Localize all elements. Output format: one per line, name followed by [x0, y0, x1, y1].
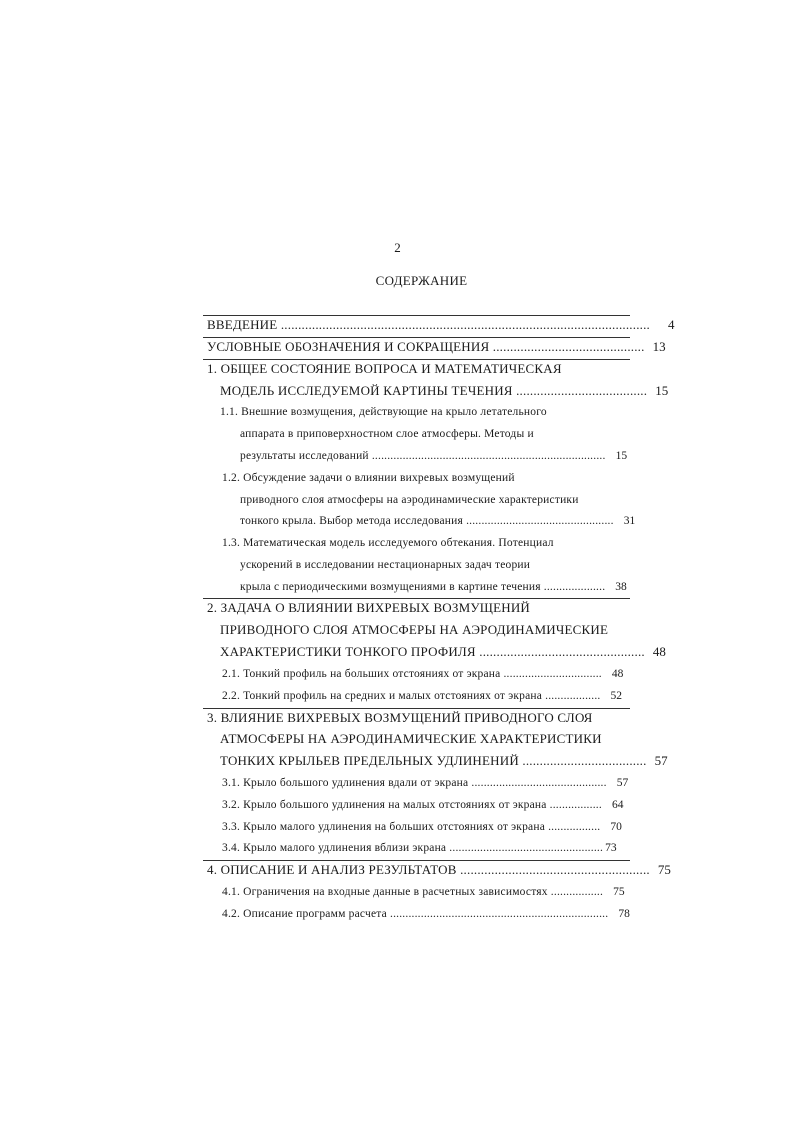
toc-entry: [207, 862, 671, 878]
toc-entry-page: 38: [615, 581, 627, 593]
toc-entry-page: 13: [652, 339, 666, 354]
toc-entry-text: 3.1. Крыло большого удлинения вдали от экрана ............................................: [222, 777, 607, 789]
toc-entry-text: 4.2. Описание программ расчета .......................................................................: [222, 908, 609, 920]
toc-entry: [240, 492, 579, 508]
page-number: 2: [394, 240, 401, 255]
toc-entry: [207, 600, 530, 616]
toc-entry: [220, 404, 547, 420]
toc-entry-text: аппарата в приповерхностном слое атмосферы. Методы и: [240, 428, 534, 440]
toc-entry-page: 48: [652, 644, 666, 659]
toc-entry: [222, 775, 628, 791]
section-divider: [203, 359, 630, 360]
toc-entry-text: 1. ОБЩЕЕ СОСТОЯНИЕ ВОПРОСА И МАТЕМАТИЧЕСКАЯ: [207, 361, 562, 376]
toc-entry-text: 3.4. Крыло малого удлинения вблизи экрана ..................................................: [222, 842, 604, 854]
toc-entry: [220, 753, 668, 769]
toc-entry-text: УСЛОВНЫЕ ОБОЗНАЧЕНИЯ И СОКРАЩЕНИЯ ............................................: [207, 339, 645, 354]
toc-entry-text: крыла с периодическими возмущениями в картине течения ....................: [240, 581, 606, 593]
toc-entry: [240, 557, 530, 573]
toc-entry: [222, 906, 630, 922]
section-divider: [203, 860, 630, 861]
toc-entry-text: 2.2. Тонкий профиль на средних и малых отстояниях от экрана ..................: [222, 690, 601, 702]
toc-entry-page: 78: [618, 908, 630, 920]
toc-entry-text: 4. ОПИСАНИЕ И АНАЛИЗ РЕЗУЛЬТАТОВ .......................................................: [207, 862, 650, 877]
toc-entry-page: 15: [655, 383, 669, 398]
toc-entry: [240, 579, 627, 595]
toc-entry-text: АТМОСФЕРЫ НА АЭРОДИНАМИЧЕСКИЕ ХАРАКТЕРИСТИКИ: [220, 731, 602, 746]
toc-entry-page: 70: [610, 821, 622, 833]
toc-entry: [222, 666, 623, 682]
toc-entry: [222, 797, 623, 813]
section-divider: [203, 708, 630, 709]
toc-entry-text: приводного слоя атмосферы на аэродинамические характеристики: [240, 494, 579, 506]
toc-entry-text: тонкого крыла. Выбор метода исследования ................................................: [240, 515, 614, 527]
toc-entry-page: 48: [611, 668, 624, 680]
toc-entry-page: 15: [615, 450, 628, 462]
toc-entry: [240, 448, 627, 464]
toc-entry-page: 75: [613, 886, 625, 898]
toc-entry-page: 4: [668, 317, 675, 332]
toc-entry-page: 57: [654, 753, 668, 768]
toc-entry-text: 3.2. Крыло большого удлинения на малых отстояниях от экрана .................: [222, 799, 602, 811]
toc-entry-text: результаты исследований ............................................................................: [240, 450, 606, 462]
toc-entry: [220, 622, 608, 638]
toc-entry-text: 1.2. Обсуждение задачи о влиянии вихревых возмущений: [222, 472, 515, 484]
toc-entry-text: ПРИВОДНОГО СЛОЯ АТМОСФЕРЫ НА АЭРОДИНАМИЧЕСКИЕ: [220, 622, 609, 637]
toc-entry: [222, 840, 617, 856]
toc-entry-page: 57: [616, 777, 629, 789]
toc-entry: [207, 710, 592, 726]
toc-entry-text: 2.1. Тонкий профиль на больших отстояниях от экрана ................................: [222, 668, 602, 680]
toc-entry-page: 52: [610, 690, 622, 702]
toc-entry: [207, 317, 675, 333]
toc-entry: [222, 535, 554, 551]
toc-entry: [240, 513, 635, 529]
toc-entry-text: ВВЕДЕНИЕ ...........................................................................................................: [207, 317, 651, 332]
toc-entry-text: ТОНКИХ КРЫЛЬЕВ ПРЕДЕЛЬНЫХ УДЛИНЕНИЙ ....................................: [220, 753, 647, 768]
toc-entry: [220, 644, 666, 660]
toc-entry: [220, 731, 602, 747]
toc-title: СОДЕРЖАНИЕ: [375, 273, 468, 288]
toc-entry: [222, 819, 622, 835]
toc-entry: [222, 688, 622, 704]
section-divider: [203, 598, 630, 599]
section-divider: [203, 315, 630, 316]
toc-entry: [222, 470, 515, 486]
toc-entry-text: 2. ЗАДАЧА О ВЛИЯНИИ ВИХРЕВЫХ ВОЗМУЩЕНИЙ: [207, 600, 530, 615]
toc-entry-text: 1.1. Внешние возмущения, действующие на крыло летательного: [220, 406, 547, 418]
toc-entry-page: 31: [623, 515, 636, 527]
section-divider: [203, 337, 630, 338]
toc-entry-text: 4.1. Ограничения на входные данные в расчетных зависимостях .................: [222, 886, 604, 898]
toc-entry-text: 1.3. Математическая модель исследуемого обтекания. Потенциал: [222, 537, 554, 549]
toc-entry-text: 3.3. Крыло малого удлинения на больших отстояниях от экрана .................: [222, 821, 601, 833]
toc-entry-text: МОДЕЛЬ ИССЛЕДУЕМОЙ КАРТИНЫ ТЕЧЕНИЯ ......................................: [220, 383, 648, 398]
toc-entry-page: 64: [611, 799, 624, 811]
toc-entry: [207, 361, 562, 377]
toc-entry-text: ХАРАКТЕРИСТИКИ ТОНКОГО ПРОФИЛЯ ................................................: [220, 644, 645, 659]
toc-entry-text: ускорений в исследовании нестационарных задач теории: [240, 559, 531, 571]
toc-entry: [220, 383, 668, 399]
toc-entry-text: 3. ВЛИЯНИЕ ВИХРЕВЫХ ВОЗМУЩЕНИЙ ПРИВОДНОГО СЛОЯ: [207, 710, 593, 725]
toc-entry-page: 75: [657, 862, 671, 877]
toc-entry: [207, 339, 666, 355]
toc-entry: [240, 426, 534, 442]
toc-entry: [222, 884, 625, 900]
toc-entry-page: 73: [605, 842, 617, 854]
